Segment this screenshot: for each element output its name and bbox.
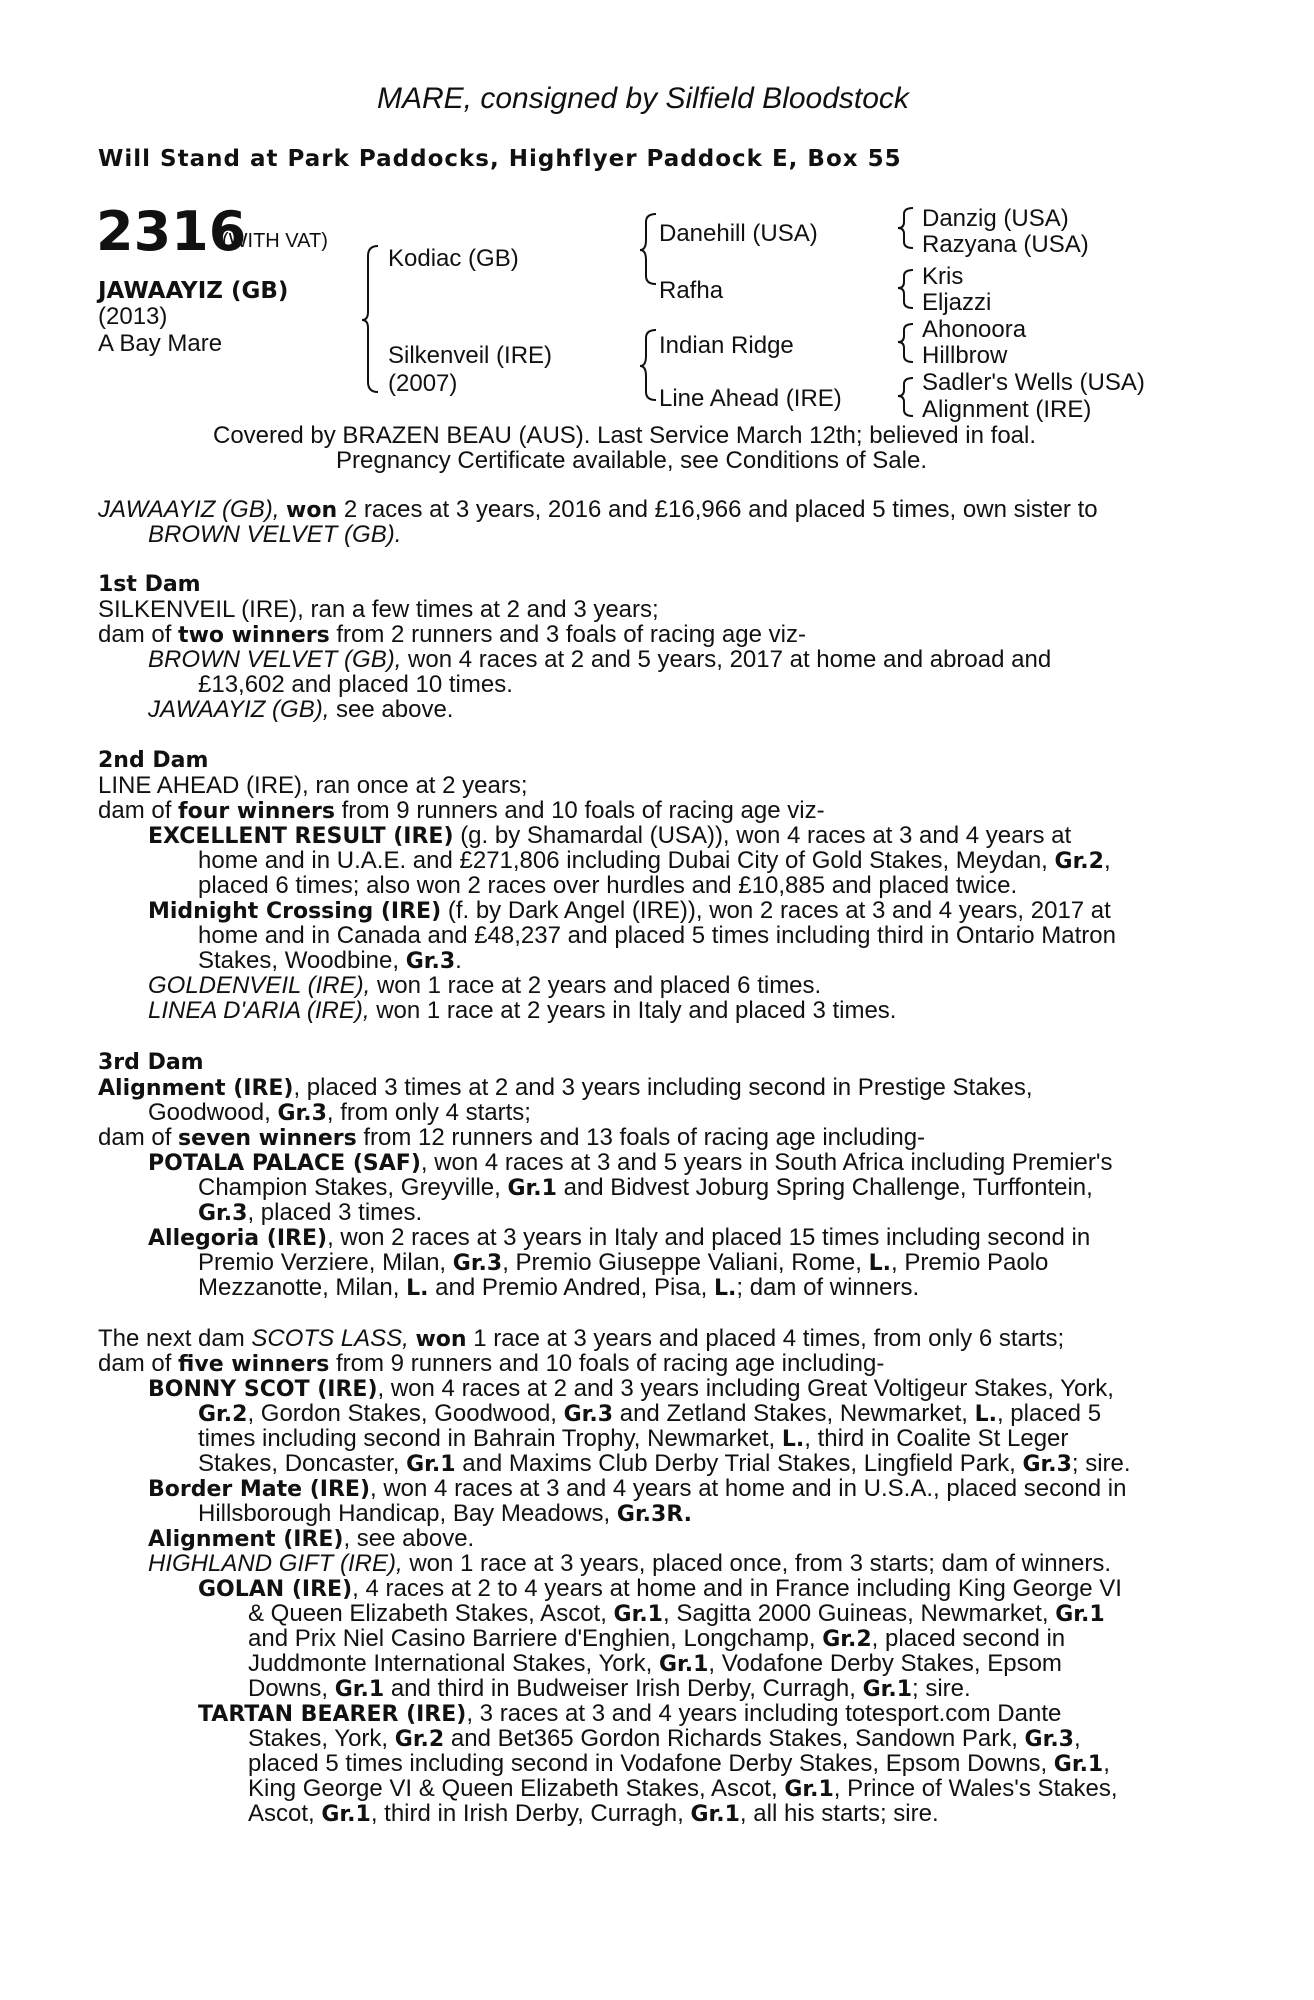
dam-year: (2007) bbox=[388, 370, 458, 397]
text: , Vodafone Derby Stakes, Epsom bbox=[708, 1650, 1062, 1677]
produce-entry bbox=[148, 898, 1111, 924]
winners-count: seven winners bbox=[178, 1126, 357, 1151]
produce-name: JAWAAYIZ (GB), bbox=[148, 696, 330, 723]
dam-name: SCOTS LASS, bbox=[251, 1325, 409, 1352]
sire-name: Kodiac (GB) bbox=[388, 245, 519, 272]
third-dam-cont bbox=[148, 1100, 531, 1126]
text: ; sire. bbox=[912, 1675, 971, 1702]
produce-name: Border Mate (IRE) bbox=[148, 1477, 371, 1502]
produce-cont bbox=[198, 1426, 1068, 1452]
text: dam of bbox=[98, 621, 172, 648]
grade: Gr.1 bbox=[1053, 1752, 1104, 1777]
text: won 1 race at 3 years, placed once, from 3 starts; dam of winners. bbox=[409, 1550, 1112, 1577]
produce-name: HIGHLAND GIFT (IRE), bbox=[148, 1550, 403, 1577]
text: ; dam of winners. bbox=[736, 1274, 920, 1301]
winners-count: five winners bbox=[178, 1352, 330, 1377]
third-dam-line bbox=[98, 1075, 1033, 1101]
grade: Gr.3 bbox=[405, 949, 456, 974]
grade: L. bbox=[781, 1427, 805, 1452]
grade: Gr.3 bbox=[1022, 1452, 1072, 1477]
sire-sire: Danehill (USA) bbox=[659, 220, 818, 247]
dam-name: Alignment (IRE) bbox=[98, 1076, 294, 1101]
produce-cont bbox=[198, 1200, 422, 1226]
text: . bbox=[455, 947, 462, 974]
text: from 12 runners and 13 foals of racing age including- bbox=[363, 1124, 926, 1151]
grade: Gr.1 bbox=[406, 1452, 456, 1477]
grade: Gr.2 bbox=[394, 1727, 445, 1752]
grandproduce-cont bbox=[248, 1751, 1110, 1777]
first-dam-heading: 1st Dam bbox=[98, 572, 201, 597]
produce-name: GOLAN (IRE) bbox=[198, 1577, 353, 1602]
horse-description: A Bay Mare bbox=[98, 330, 223, 357]
produce-entry bbox=[148, 1476, 1126, 1502]
text: and Bet365 Gordon Richards Stakes, Sandown Park, bbox=[450, 1725, 1018, 1752]
grandproduce-cont bbox=[248, 1676, 971, 1702]
produce-entry bbox=[148, 1150, 1112, 1176]
produce-cont bbox=[198, 1275, 919, 1301]
text: , placed 5 bbox=[996, 1400, 1102, 1427]
text: ; sire. bbox=[1071, 1450, 1131, 1477]
text: won 4 races at 2 and 5 years, 2017 at home and abroad and bbox=[408, 646, 1052, 673]
text: , from only 4 starts; bbox=[326, 1099, 531, 1126]
text: Downs, bbox=[248, 1675, 329, 1702]
text: Juddmonte International Stakes, York, bbox=[248, 1650, 653, 1677]
text: Ascot, bbox=[248, 1800, 315, 1827]
produce-cont bbox=[198, 948, 462, 974]
ssd-name: Razyana (USA) bbox=[922, 231, 1089, 258]
dam-dam: Line Ahead (IRE) bbox=[659, 385, 842, 412]
text: see above. bbox=[336, 696, 454, 723]
text: , Gordon Stakes, Goodwood, bbox=[247, 1400, 557, 1427]
second-dam-heading: 2nd Dam bbox=[98, 748, 209, 773]
grandproduce-cont bbox=[248, 1776, 1118, 1802]
text: , placed 3 times. bbox=[247, 1199, 423, 1226]
horse-name: JAWAAYIZ (GB) bbox=[98, 278, 289, 304]
third-dam-heading: 3rd Dam bbox=[98, 1050, 204, 1075]
text: , Premio Giuseppe Valiani, Rome, bbox=[502, 1249, 862, 1276]
produce-name: Allegoria (IRE) bbox=[148, 1226, 328, 1251]
first-dam-line: SILKENVEIL (IRE), ran a few times at 2 and 3 years; bbox=[98, 596, 659, 623]
text: 1 race at 3 years and placed 4 times, from only 6 starts; bbox=[473, 1325, 1065, 1352]
text: & Queen Elizabeth Stakes, Ascot, bbox=[248, 1600, 607, 1627]
dam-name: Silkenveil (IRE) bbox=[388, 342, 553, 369]
produce-entry bbox=[148, 1551, 1111, 1576]
produce-cont bbox=[198, 1175, 1093, 1201]
text: , Prince of Wales's Stakes, bbox=[833, 1775, 1118, 1802]
text: , won 4 races at 2 and 3 years including Great Voltigeur Stakes, York, bbox=[377, 1375, 1114, 1402]
grade: Gr.3 bbox=[1024, 1727, 1074, 1752]
produce-cont bbox=[198, 1451, 1131, 1477]
grade: Gr.1 bbox=[613, 1602, 663, 1627]
produce-name: BROWN VELVET (GB), bbox=[148, 646, 402, 673]
grade: Gr.1 bbox=[507, 1176, 557, 1201]
ddd-name: Alignment (IRE) bbox=[922, 396, 1092, 423]
intro-text: 2 races at 3 years, 2016 and £16,966 and placed 5 times, own sister to bbox=[343, 496, 1098, 523]
text: dam of bbox=[98, 1350, 172, 1377]
grade: Gr.1 bbox=[862, 1677, 913, 1702]
covered-note: Covered by BRAZEN BEAU (AUS). Last Service March 12th; believed in foal. bbox=[213, 422, 1037, 449]
text: Stakes, Doncaster, bbox=[198, 1450, 400, 1477]
grandproduce-cont bbox=[248, 1801, 939, 1827]
text: times including second in Bahrain Trophy, Newmarket, bbox=[198, 1425, 776, 1452]
grandproduce-cont bbox=[248, 1601, 1105, 1627]
produce-entry bbox=[148, 647, 1051, 672]
grade: Gr.1 bbox=[658, 1652, 709, 1677]
text: won 1 race at 2 years and placed 6 times. bbox=[376, 972, 822, 999]
text: Stakes, York, bbox=[248, 1725, 389, 1752]
text: Mezzanotte, Milan, bbox=[198, 1274, 400, 1301]
produce-entry bbox=[148, 998, 896, 1023]
produce-name: LINEA D'ARIA (IRE), bbox=[148, 997, 370, 1024]
text: , Premio Paolo bbox=[890, 1249, 1049, 1276]
produce-entry bbox=[148, 973, 821, 998]
grandproduce-cont bbox=[248, 1626, 1065, 1652]
produce-name: Alignment (IRE) bbox=[148, 1527, 344, 1552]
pregnancy-note: Pregnancy Certificate available, see Conditions of Sale. bbox=[336, 447, 927, 474]
text: , third in Irish Derby, Curragh, bbox=[370, 1800, 684, 1827]
produce-name: TARTAN BEARER (IRE) bbox=[198, 1702, 467, 1727]
second-dam-produce bbox=[98, 798, 825, 824]
produce-cont: £13,602 and placed 10 times. bbox=[198, 671, 513, 698]
text: won 1 race at 2 years in Italy and placed 3 times. bbox=[376, 997, 897, 1024]
produce-name: GOLDENVEIL (IRE), bbox=[148, 972, 371, 999]
third-dam-produce bbox=[98, 1125, 925, 1151]
foaling-year: (2013) bbox=[98, 303, 168, 330]
text: , won 4 races at 3 and 4 years at home and in U.S.A., placed second in bbox=[370, 1475, 1127, 1502]
grade: Gr.2 bbox=[822, 1627, 872, 1652]
grade: L. bbox=[868, 1251, 891, 1276]
produce-name: Midnight Crossing (IRE) bbox=[148, 899, 442, 924]
produce-name: EXCELLENT RESULT (IRE) bbox=[148, 824, 454, 849]
grandproduce-cont bbox=[248, 1726, 1081, 1752]
stand-location: Will Stand at Park Paddocks, Highflyer Paddock E, Box 55 bbox=[98, 146, 902, 172]
text: , 4 races at 2 to 4 years at home and in France including King George VI bbox=[352, 1575, 1122, 1602]
grade: Gr.2 bbox=[1054, 849, 1104, 874]
text: King George VI & Queen Elizabeth Stakes, Ascot, bbox=[248, 1775, 778, 1802]
text: , bbox=[1073, 1725, 1081, 1752]
text: , won 4 races at 3 and 5 years in South Africa including Premier's bbox=[420, 1149, 1113, 1176]
text: , placed second in bbox=[871, 1625, 1066, 1652]
text: and Maxims Club Derby Trial Stakes, Lingfield Park, bbox=[462, 1450, 1016, 1477]
won-label: won bbox=[415, 1327, 467, 1352]
text: , third in Coalite St Leger bbox=[804, 1425, 1069, 1452]
dds-name: Sadler's Wells (USA) bbox=[922, 369, 1145, 396]
produce-entry bbox=[148, 1376, 1114, 1402]
text: Stakes, Woodbine, bbox=[198, 947, 400, 974]
grade: L. bbox=[713, 1276, 737, 1301]
text: (g. by Shamardal (USA)), won 4 races at 3 and 4 years at bbox=[460, 822, 1072, 849]
grade: Gr.3 bbox=[452, 1251, 503, 1276]
next-dam-line bbox=[98, 1326, 1064, 1352]
catalogue-title: MARE, consigned by Silfield Bloodstock bbox=[377, 82, 909, 115]
text: from 2 runners and 3 foals of racing age viz- bbox=[336, 621, 806, 648]
produce-cont bbox=[198, 1501, 692, 1527]
produce-entry bbox=[148, 1225, 1090, 1251]
winners-count: two winners bbox=[178, 623, 330, 648]
grade: Gr.2 bbox=[198, 1402, 248, 1427]
dss-name: Ahonoora bbox=[922, 316, 1027, 343]
second-dam-line: LINE AHEAD (IRE), ran once at 2 years; bbox=[98, 772, 528, 799]
grade: Gr.1 bbox=[1055, 1602, 1105, 1627]
text: , placed 3 times at 2 and 3 years including second in Prestige Stakes, bbox=[293, 1074, 1033, 1101]
sdd-name: Eljazzi bbox=[922, 289, 992, 316]
dam-sire: Indian Ridge bbox=[659, 332, 794, 359]
produce-cont: placed 6 times; also won 2 races over hurdles and £10,885 and placed twice. bbox=[198, 872, 1018, 899]
text: , Sagitta 2000 Guineas, Newmarket, bbox=[662, 1600, 1049, 1627]
text: Champion Stakes, Greyville, bbox=[198, 1174, 501, 1201]
text: , bbox=[1103, 1750, 1110, 1777]
text: , bbox=[1103, 847, 1111, 874]
text: dam of bbox=[98, 1124, 172, 1151]
grade: L. bbox=[974, 1402, 997, 1427]
text: Goodwood, bbox=[148, 1099, 271, 1126]
grade: Gr.3R. bbox=[616, 1502, 693, 1527]
text: (f. by Dark Angel (IRE)), won 2 races at 3 and 4 years, 2017 at bbox=[447, 897, 1111, 924]
text: from 9 runners and 10 foals of racing age including- bbox=[336, 1350, 885, 1377]
intro-horse: JAWAAYIZ (GB), bbox=[98, 496, 280, 523]
grandproduce-entry bbox=[198, 1576, 1122, 1602]
text: and Prix Niel Casino Barriere d'Enghien, Longchamp, bbox=[248, 1625, 816, 1652]
sss-name: Danzig (USA) bbox=[922, 205, 1069, 232]
text: home and in U.A.E. and £271,806 including Dubai City of Gold Stakes, Meydan, bbox=[198, 847, 1048, 874]
grade: Gr.1 bbox=[690, 1802, 740, 1827]
intro-sister: BROWN VELVET (GB). bbox=[148, 521, 402, 548]
intro-line bbox=[98, 497, 1098, 523]
sds-name: Kris bbox=[922, 263, 964, 290]
vat-note: (WITH VAT) bbox=[222, 230, 328, 252]
dsd-name: Hillbrow bbox=[922, 342, 1008, 369]
text: and Zetland Stakes, Newmarket, bbox=[619, 1400, 968, 1427]
winners-count: four winners bbox=[178, 799, 335, 824]
grade: L. bbox=[406, 1276, 429, 1301]
produce-entry bbox=[148, 823, 1071, 849]
grade: Gr.1 bbox=[321, 1802, 371, 1827]
grade: Gr.3 bbox=[277, 1101, 327, 1126]
first-dam-produce bbox=[98, 622, 806, 648]
produce-cont bbox=[198, 1401, 1101, 1427]
grade: Gr.3 bbox=[198, 1201, 248, 1226]
text: placed 5 times including second in Vodafone Derby Stakes, Epsom Downs, bbox=[248, 1750, 1048, 1777]
text: and third in Budweiser Irish Derby, Curragh, bbox=[390, 1675, 856, 1702]
won-label: won bbox=[286, 498, 338, 523]
grade: Gr.1 bbox=[784, 1777, 834, 1802]
text: , won 2 races at 3 years in Italy and placed 15 times including second in bbox=[327, 1224, 1091, 1251]
produce-name: POTALA PALACE (SAF) bbox=[148, 1151, 421, 1176]
grade: Gr.3 bbox=[563, 1402, 614, 1427]
produce-cont bbox=[198, 1250, 1048, 1276]
lot-number: 2316 bbox=[96, 200, 247, 263]
text: Hillsborough Handicap, Bay Meadows, bbox=[198, 1500, 611, 1527]
grandproduce-entry bbox=[198, 1701, 1061, 1727]
text: and Bidvest Joburg Spring Challenge, Turffontein, bbox=[563, 1174, 1093, 1201]
text: from 9 runners and 10 foals of racing age viz- bbox=[341, 797, 825, 824]
grade: Gr.1 bbox=[334, 1677, 385, 1702]
text: , 3 races at 3 and 4 years including totesport.com Dante bbox=[466, 1700, 1062, 1727]
sire-dam: Rafha bbox=[659, 277, 724, 304]
text: dam of bbox=[98, 797, 172, 824]
produce-cont bbox=[198, 848, 1111, 874]
produce-cont: home and in Canada and £48,237 and placed 5 times including third in Ontario Matron bbox=[198, 922, 1116, 949]
produce-name: BONNY SCOT (IRE) bbox=[148, 1377, 378, 1402]
next-dam-produce bbox=[98, 1351, 884, 1377]
produce-entry bbox=[148, 1526, 474, 1552]
text: , all his starts; sire. bbox=[739, 1800, 939, 1827]
text: The next dam bbox=[98, 1325, 245, 1352]
grandproduce-cont bbox=[248, 1651, 1062, 1677]
produce-entry bbox=[148, 697, 453, 722]
text: , see above. bbox=[343, 1525, 475, 1552]
pedigree-brackets bbox=[0, 0, 1314, 430]
text: Premio Verziere, Milan, bbox=[198, 1249, 447, 1276]
text: and Premio Andred, Pisa, bbox=[435, 1274, 708, 1301]
